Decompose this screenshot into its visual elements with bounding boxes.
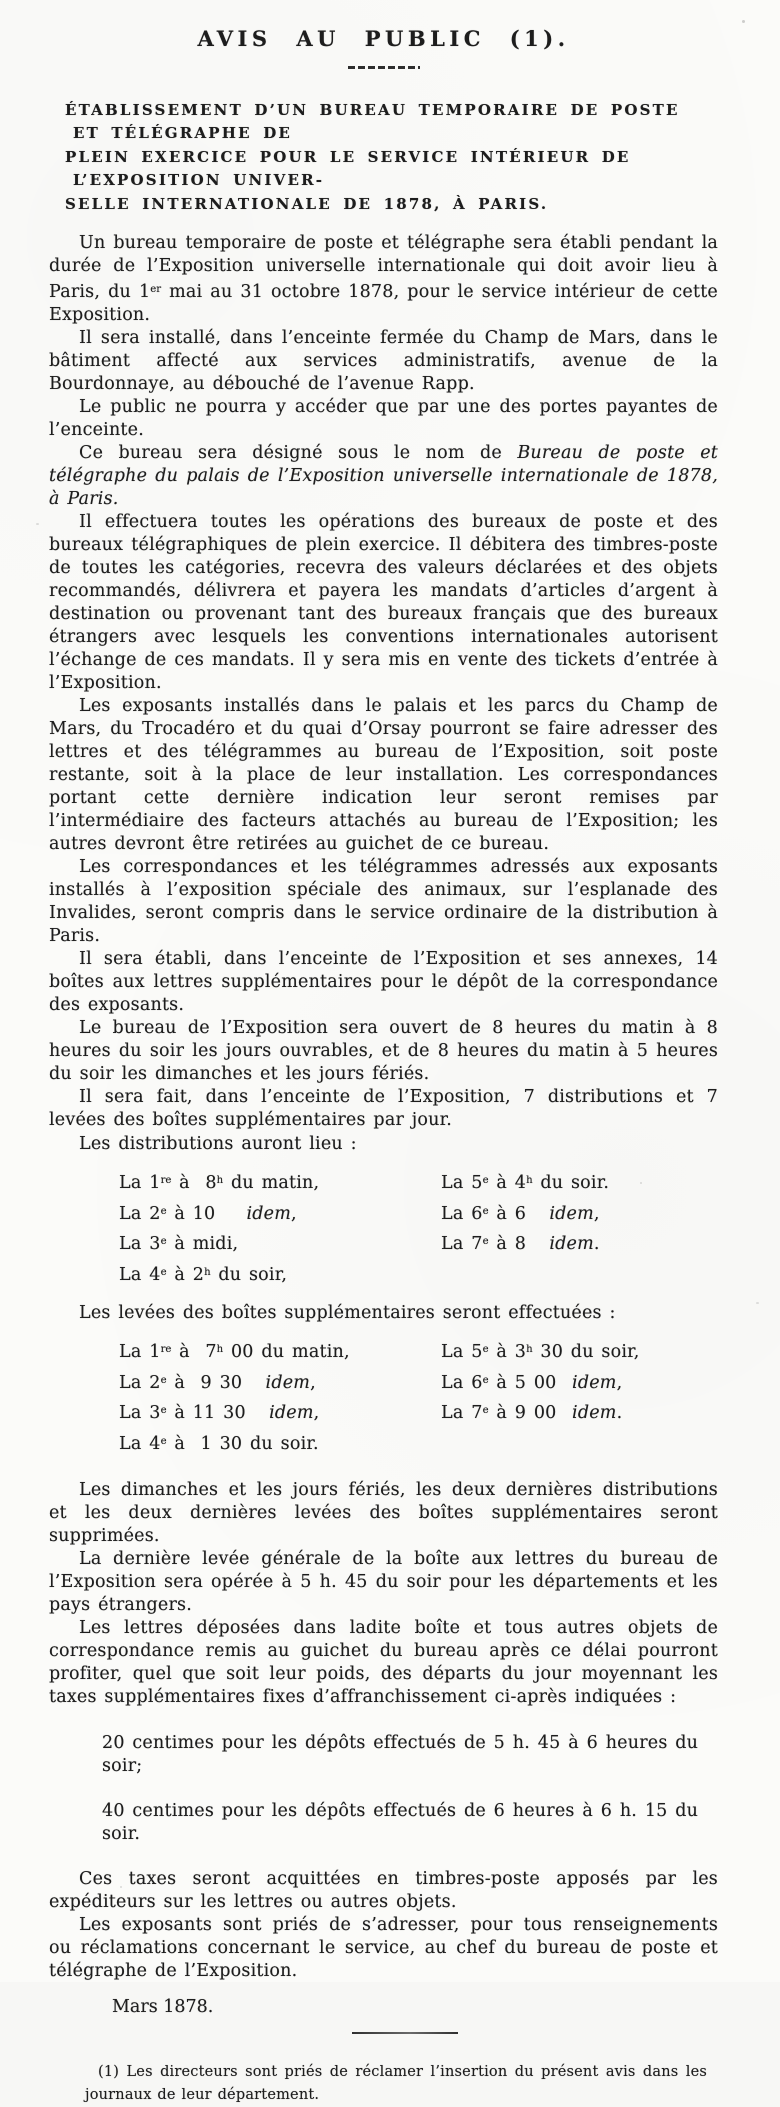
schedule-row	[441, 1367, 640, 1398]
italic-text: idem	[265, 1372, 311, 1393]
text-segment: La 3	[119, 1403, 161, 1424]
schedule-row	[119, 1397, 441, 1428]
superscript-text: er	[150, 284, 162, 295]
text-segment: La 3	[119, 1234, 161, 1255]
text-segment: La 6	[441, 1203, 483, 1224]
schedule-column-left	[119, 1167, 441, 1289]
superscript-text: e	[482, 1175, 489, 1187]
superscript-text: h	[216, 1175, 224, 1187]
text-segment: à 2	[166, 1264, 205, 1285]
italic-text: idem	[572, 1372, 617, 1393]
date-line: Mars 1878.	[112, 1996, 214, 2017]
schedule-row	[441, 1198, 609, 1229]
schedule-row	[119, 1167, 441, 1198]
superscript-text: h	[526, 1344, 533, 1356]
italic-text: idem	[572, 1403, 617, 1424]
superscript-text: h	[526, 1175, 533, 1187]
text-segment: Les dimanches et les jours fériés, les deux dernières distributions et les deux dernières levées des boîtes supplémentaires seront supprimées.	[49, 1479, 718, 1546]
text-segment: .	[616, 1403, 623, 1424]
text-segment: La 7	[441, 1403, 483, 1424]
paragraph	[49, 1548, 718, 1617]
title-divider	[348, 66, 420, 69]
text-segment: La 5	[441, 1342, 483, 1363]
text-segment: à 11 30	[166, 1403, 270, 1424]
text-segment: La 4	[119, 1264, 161, 1285]
paragraph	[49, 1914, 718, 1983]
italic-text: idem	[269, 1403, 314, 1424]
text-segment: à 8	[488, 1234, 550, 1255]
text-segment: Il effectuera toutes les opérations des bureaux de poste et des bureaux télégraphiques de plein exercice. Il débitera des timbres-poste de toutes les catégories, recevra des valeurs déclarées et des objets recommandés, délivrera et payera les mandats d’articles d’argent à destination ou provenant tant des bureaux français que des bureaux étrangers avec lesquels les conventions internationales autorisent l’échange de ces mandats. Il y sera mis en vente des tickets d’entrée à l’Exposition.	[49, 512, 718, 694]
paragraph	[49, 948, 718, 1017]
distributions-intro: Les distributions auront lieu :	[79, 1134, 357, 1155]
text-segment: Le bureau de l’Exposition sera ouvert de 8 heures du matin à 8 heures du soir les jours ouvrables, et de 8 heures du matin à 5 heures du soir les dimanches et les jours fériés.	[49, 1018, 718, 1085]
distributions-schedule-table	[119, 1167, 718, 1289]
paragraph	[49, 695, 718, 856]
text-segment: à 6	[488, 1203, 550, 1224]
text-segment: du matin,	[223, 1173, 320, 1194]
text-segment: La 4	[119, 1434, 161, 1455]
schedule-row	[441, 1336, 640, 1367]
text-segment: La 1	[119, 1173, 161, 1194]
text-segment: La 2	[119, 1203, 161, 1224]
superscript-text: h	[204, 1266, 211, 1278]
superscript-text: e	[482, 1344, 489, 1356]
text-segment: ,	[313, 1403, 320, 1424]
paragraph	[49, 511, 718, 695]
text-segment: Les correspondances et les télégrammes adressés aux exposants installés à l’exposition spéciale des animaux, sur l’esplanade des Invalides, seront compris dans le service ordinaire de la distribution à Paris.	[49, 857, 718, 947]
paragraph	[49, 442, 718, 511]
schedule-row	[119, 1228, 441, 1259]
text-segment: à midi,	[166, 1234, 239, 1255]
text-segment: à 1 30 du soir.	[166, 1434, 319, 1455]
text-segment: ,	[291, 1203, 297, 1224]
paragraph	[49, 856, 718, 948]
italic-text: idem	[246, 1203, 292, 1224]
tax-rates-list	[102, 1732, 718, 1846]
superscript-text: re	[160, 1344, 172, 1356]
text-segment: à 9 30	[166, 1372, 266, 1393]
text-segment: La 2	[119, 1372, 161, 1393]
paragraph	[49, 1479, 718, 1548]
superscript-text: e	[482, 1205, 489, 1217]
text-segment: Il sera installé, dans l’enceinte fermée du Champ de Mars, dans le bâtiment affecté aux services administratifs, avenue de la Bourdonnaye, au débouché de l’avenue Rapp.	[49, 328, 718, 395]
superscript-text: e	[160, 1205, 167, 1217]
superscript-text: e	[160, 1405, 167, 1417]
scan-speck	[756, 1302, 759, 1304]
body-text-part-3	[49, 1868, 718, 1983]
italic-text: Bureau de poste et télégraphe du palais de l’Exposition universelle internationale de 1878, à Paris.	[49, 443, 719, 510]
text-segment: .	[593, 1234, 600, 1255]
text-segment: à 7	[171, 1342, 217, 1363]
text-segment: du soir,	[210, 1264, 288, 1285]
superscript-text: e	[482, 1405, 489, 1417]
schedule-column-left	[119, 1336, 441, 1458]
footnote-divider	[352, 2032, 458, 2035]
schedule-row	[119, 1198, 441, 1229]
text-segment: Les exposants sont priés de s’adresser, pour tous renseignements ou réclamations concernant le service, au chef du bureau de poste et télégraphe de l’Exposition.	[49, 1914, 718, 1981]
levees-schedule-table	[119, 1336, 718, 1458]
superscript-text: e	[482, 1236, 489, 1248]
text-segment: à 8	[171, 1173, 217, 1194]
schedule-column-right	[441, 1167, 609, 1289]
text-segment: Un bureau temporaire de poste et télégraphe sera établi pendant la durée de l’Exposition universelle internationale qui doit avoir lieu à Paris, du 1	[49, 233, 718, 303]
tax-line-20-centimes: 20 centimes pour les dépôts effectués de 5 h. 45 à 6 heures du soir;	[102, 1732, 699, 1776]
superscript-text: e	[160, 1266, 167, 1278]
text-segment: à 5 00	[488, 1372, 573, 1393]
text-segment: Ce bureau sera désigné sous le nom de	[79, 443, 518, 464]
text-segment: à 4	[488, 1173, 527, 1194]
tax-line-40-centimes: 40 centimes pour les dépôts effectués de 6 heures à 6 h. 15 du soir.	[102, 1800, 699, 1844]
text-segment: La dernière levée générale de la boîte aux lettres du bureau de l’Exposition sera opérée à 5 h. 45 du soir pour les départements et les pays étrangers.	[49, 1548, 718, 1615]
text-segment: à 3	[488, 1342, 527, 1363]
text-segment: 00 du matin,	[223, 1342, 350, 1363]
text-segment: Le public ne pourra y accéder que par une des portes payantes de l’enceinte.	[49, 397, 718, 441]
heading-line: SELLE INTERNATIONALE DE 1878, À PARIS.	[65, 194, 549, 213]
paragraph	[49, 1617, 718, 1709]
italic-text: idem	[549, 1234, 594, 1255]
text-segment: Les exposants installés dans le palais et les parcs du Champ de Mars, du Trocadéro et du quai d’Orsay pourront se faire adresser des lettres et des télégrammes au bureau de l’Exposition, soit poste restante, soit à la place de leur installation. Les correspondances portant cette dernière indication leur seront remises par l’intermédiaire des facteurs attachés au bureau de l’Exposition; les autres devront être retirées au guichet de ce bureau.	[49, 696, 718, 855]
paragraph	[49, 1017, 718, 1086]
text-segment: Il sera fait, dans l’enceinte de l’Exposition, 7 distributions et 7 levées des boîtes supplémentaires par jour.	[49, 1087, 718, 1131]
schedule-row	[119, 1336, 441, 1367]
text-segment: du soir.	[532, 1173, 610, 1194]
text-segment: La 6	[441, 1372, 483, 1393]
text-segment: ,	[593, 1203, 600, 1224]
footnote: (1) Les directeurs sont priés de réclamer l’insertion du présent avis dans les journaux de leur département.	[85, 2064, 707, 2104]
heading-line: PLEIN EXERCICE POUR LE SERVICE INTÉRIEUR DE L’EXPOSITION UNIVER-	[65, 147, 631, 189]
italic-text: idem	[549, 1203, 594, 1224]
text-segment: Il sera établi, dans l’enceinte de l’Exposition et ses annexes, 14 boîtes aux lettres supplémentaires pour le dépôt de la correspondance des exposants.	[49, 949, 718, 1016]
superscript-text: e	[160, 1236, 167, 1248]
paragraph	[49, 1868, 718, 1914]
document-heading	[65, 99, 718, 217]
text-segment: mai au 31 octobre 1878, pour le service intérieur de cette Exposition.	[49, 282, 718, 326]
schedule-row	[441, 1228, 609, 1259]
page-title: AVIS AU PUBLIC (1).	[197, 26, 570, 51]
text-segment: Ces taxes seront acquittées en timbres-poste apposés par les expéditeurs sur les lettres ou autres objets.	[49, 1868, 718, 1912]
superscript-text: e	[482, 1374, 489, 1386]
schedule-row	[441, 1397, 640, 1428]
paragraph	[49, 396, 718, 442]
superscript-text: e	[160, 1436, 167, 1447]
levees-intro: Les levées des boîtes supplémentaires seront effectuées :	[79, 1303, 616, 1324]
schedule-column-right	[441, 1336, 640, 1458]
text-segment: La 5	[441, 1173, 483, 1194]
text-segment: La 7	[441, 1234, 483, 1255]
schedule-row	[119, 1259, 441, 1290]
scan-speck	[742, 20, 745, 23]
paragraph	[49, 327, 718, 396]
body-text-part-2	[49, 1479, 718, 1709]
superscript-text: e	[160, 1374, 167, 1386]
schedule-row	[441, 1167, 609, 1198]
text-segment: à 10	[166, 1203, 247, 1224]
text-segment: La 1	[119, 1342, 161, 1363]
superscript-text: re	[160, 1175, 172, 1187]
text-segment: à 9 00	[488, 1403, 573, 1424]
heading-line: ÉTABLISSEMENT D’UN BUREAU TEMPORAIRE DE POSTE ET TÉLÉGRAPHE DE	[65, 100, 680, 142]
schedule-row	[119, 1428, 441, 1459]
text-segment: ,	[616, 1372, 623, 1393]
schedule-row	[119, 1367, 441, 1398]
text-segment: Les lettres déposées dans ladite boîte et tous autres objets de correspondance remis au guichet du bureau après ce délai pourront profiter, quel que soit leur poids, des départs du jour moyennant les taxes supplémentaires fixes d’affranchissement ci-après indiquées :	[49, 1617, 718, 1707]
scan-speck	[36, 523, 39, 525]
text-segment: 30 du soir,	[532, 1342, 640, 1363]
paragraph	[49, 232, 718, 327]
superscript-text: h	[216, 1344, 224, 1356]
body-text-part-1	[49, 232, 718, 1132]
paragraph	[49, 1086, 718, 1132]
text-segment: ,	[310, 1372, 316, 1393]
